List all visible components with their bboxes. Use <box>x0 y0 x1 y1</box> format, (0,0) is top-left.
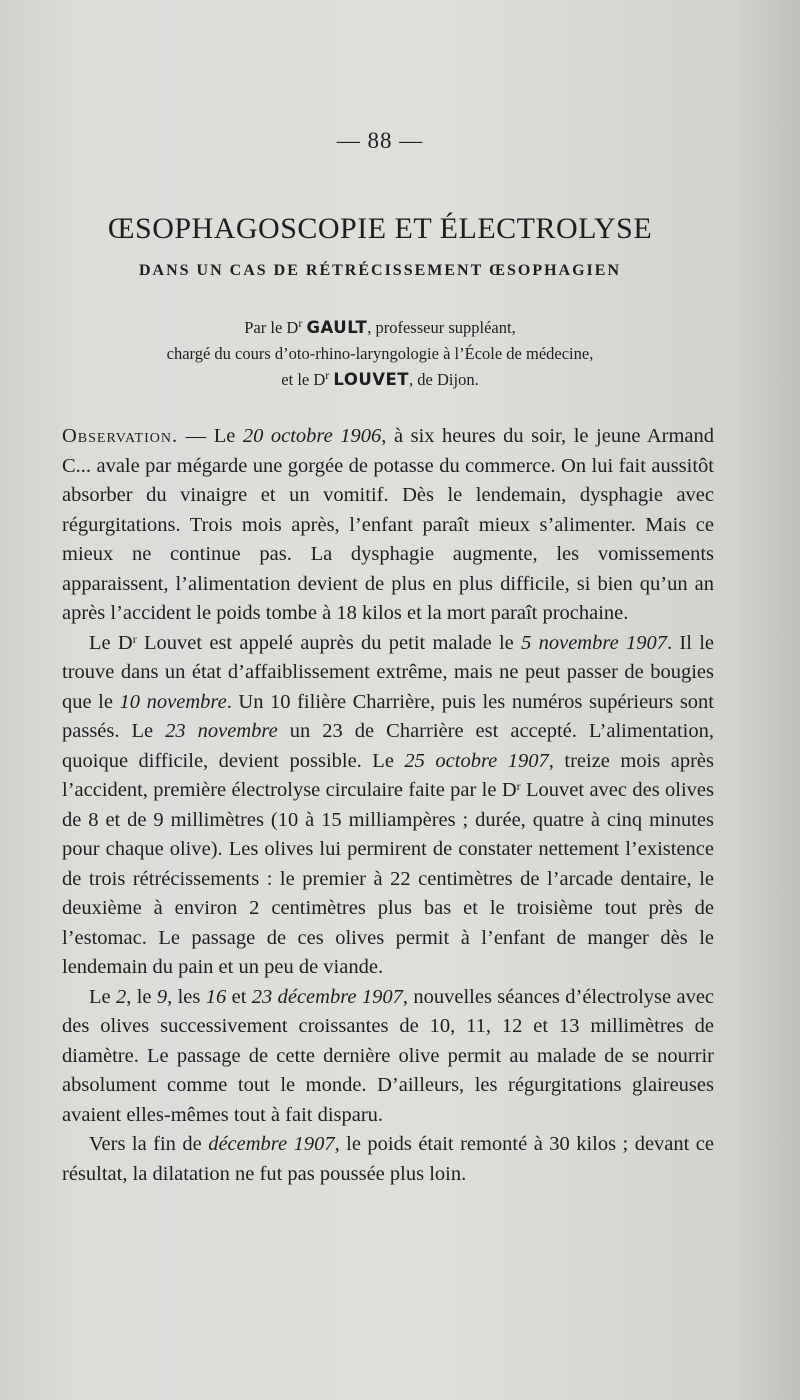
paragraph-december-sessions: Le 2, le 9, les 16 et 23 décembre 1907, nouvelles séances d’électrolyse avec des olives successivement croissantes de 10, 11, 12 et 13 millimètres de diamètre. Le passage de cette dernière olive permit au malade de se nourrir absolument comme tout le monde. D’ailleurs, les régurgitations glaireuses avaient elles-mêmes tout à fait disparu. <box>62 985 715 1126</box>
byline-line-1: Par le $D^r$ GAULT, professeur suppléant, <box>244 316 516 337</box>
paragraph-observation: Observation. — Le 20 octobre 1906, à six heures du soir, le jeune Armand C... avale par mégarde une gorgée de potasse du commerce. On lui fait aussitôt absorber du vinaigre et un vomitif. Dès le lendemain, dysphagie avec régurgitations. Trois mois après, l’enfant paraît mieux s’alimenter. Mais ce mieux ne continue pas. La dysphagie augmente, les vomissements apparaissent, l’alimentation devient de plus en plus difficile, si bien qu’un an après l’accident le poids tombe à 18 kilos et la mort paraît prochaine. <box>62 425 715 624</box>
article-body <box>62 422 714 1189</box>
article-title: ŒSOPHAGOSCOPIE ET ÉLECTROLYSE <box>107 212 653 245</box>
page-number: — 88 — <box>336 128 424 153</box>
observation-label: Observation. <box>62 425 179 447</box>
byline-line-2: chargé du cours d’oto-rhino-laryngologie à l’École de médecine, <box>166 344 594 363</box>
paragraph-louvet: Le $D^r$ Louvet est appelé auprès du petit malade le 5 novembre 1907. Il le trouve dans un état d’affaiblissement extrême, mais ne peut passer de bougies que le 10 novembre. Un 10 filière Charrière, puis les numéros supérieurs sont passés. Le 23 novembre un 23 de Charrière est accepté. L’alimentation, quoique difficile, devient possible. Le 25 octobre 1907, treize mois après l’accident, première électrolyse circulaire faite par le $D^r$ Louvet avec des olives de 8 et de 9 millimètres (10 à 15 milliampères ; durée, quatre à cinq minutes pour chaque olive). Les olives lui permirent de constater nettement l’existence de trois rétrécissements : le premier à 22 centimètres de l’arcade dentaire, le deuxième à environ 2 centimètres plus bas et le troisième tout près de l’estomac. Le passage de ces olives permit à l’enfant de manger dès le lendemain du pain et un peu de viande. <box>62 631 714 978</box>
author-louvet: LOUVET <box>333 370 410 389</box>
paragraph-result: Vers la fin de décembre 1907, le poids était remonté à 30 kilos ; devant ce résultat, la dilatation ne fut pas poussée plus loin. <box>62 1133 714 1185</box>
article-subtitle: DANS UN CAS DE RÉTRÉCISSEMENT ŒSOPHAGIEN <box>138 262 621 279</box>
byline <box>0 315 760 393</box>
author-gault: GAULT <box>306 318 368 337</box>
byline-line-3: et le $D^r$ LOUVET, de Dijon. <box>281 368 479 389</box>
